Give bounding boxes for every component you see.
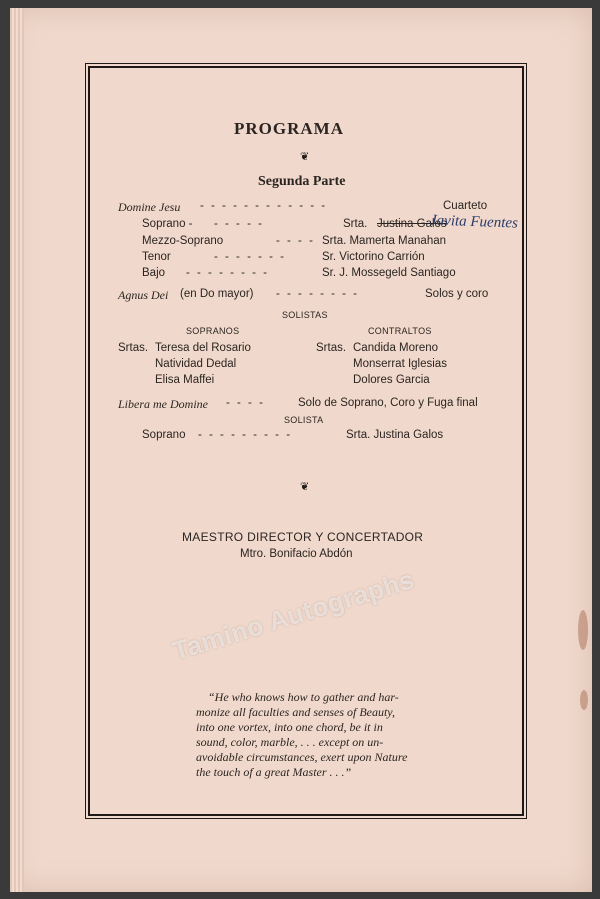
leader-dashes: - - - - <box>276 235 315 247</box>
singer-name: Srta. Justina Galos <box>346 429 444 441</box>
voice-label: Tenor <box>142 251 171 263</box>
watermark: Tamino Autographs <box>168 563 418 667</box>
quote-line: monize all faculties and senses of Beauty, <box>196 705 395 719</box>
director-name: Mtro. Bonifacio Abdón <box>240 548 353 560</box>
soloist-heading: SOLISTA <box>284 415 324 425</box>
paper-stain <box>580 690 588 710</box>
performer: Cuarteto <box>443 200 488 212</box>
program-title: PROGRAMA <box>234 119 344 138</box>
leader-dashes: - - - - - - - <box>214 251 286 263</box>
fleuron-icon: ❦ <box>300 481 310 493</box>
singer-name: Sr. Victorino Carrión <box>322 251 425 263</box>
director-heading: MAESTRO DIRECTOR Y CONCERTADOR <box>182 530 424 544</box>
quote-line: sound, color, marble, . . . except on un- <box>196 735 384 749</box>
fleuron-icon: ❦ <box>300 151 310 163</box>
singer-name-struck: Justina Galos <box>377 218 447 230</box>
singer-name: Sr. J. Mossegeld Santiago <box>322 267 456 279</box>
leader-dashes: - - - - - - - - - - - - <box>200 200 328 212</box>
soprano-singer: Teresa del Rosario <box>155 342 251 354</box>
quote-line: avoidable circumstances, exert upon Nature <box>196 750 408 764</box>
singer-prefix: Srta. <box>343 218 368 230</box>
soloists-heading: SOLISTAS <box>282 310 328 320</box>
performer: Solo de Soprano, Coro y Fuga final <box>298 397 478 409</box>
paper-stain <box>578 610 588 650</box>
contralto-singer: Monserrat Iglesias <box>353 358 447 370</box>
singer-name: Srta. Mamerta Manahan <box>322 235 447 247</box>
leader-dashes: - - - - - - - - <box>276 288 360 300</box>
piece-title: Agnus Dei <box>118 288 169 302</box>
leader-dashes: - - - - - - - - - <box>198 429 293 441</box>
leader-dashes: - - - - - - - - <box>186 267 270 279</box>
contraltos-heading: CONTRALTOS <box>368 326 432 336</box>
soprano-singer: Natividad Dedal <box>155 358 237 370</box>
quote-line: “He who knows how to gather and har- <box>208 690 399 704</box>
performer: Solos y coro <box>425 288 489 300</box>
sopranos-heading: SOPRANOS <box>186 326 240 336</box>
voice-label: Mezzo-Soprano <box>142 235 224 247</box>
piece-title: Libera me Domine <box>118 397 208 411</box>
sopranos-prefix: Srtas. <box>118 342 149 354</box>
contralto-singer: Candida Moreno <box>353 342 439 354</box>
soprano-singer: Elisa Maffei <box>155 374 215 386</box>
voice-label: Soprano - <box>142 218 193 230</box>
part-heading: Segunda Parte <box>258 174 346 189</box>
quote-line: into one vortex, into one chord, be it in <box>196 720 383 734</box>
quote-line: the touch of a great Master . . .” <box>196 765 352 779</box>
handwritten-note: Javita Fuentes <box>429 212 519 232</box>
voice-label: Soprano <box>142 429 186 441</box>
leader-dashes: - - - - - <box>214 218 264 230</box>
contralto-singer: Dolores Garcia <box>353 374 430 386</box>
page-edge <box>10 8 24 892</box>
piece-title: Domine Jesu <box>118 200 181 214</box>
voice-label: Bajo <box>142 267 166 279</box>
leader-dashes: - - - - <box>226 397 265 409</box>
contraltos-prefix: Srtas. <box>316 342 347 354</box>
piece-key: (en Do mayor) <box>180 288 254 300</box>
closing-quote <box>196 690 426 780</box>
